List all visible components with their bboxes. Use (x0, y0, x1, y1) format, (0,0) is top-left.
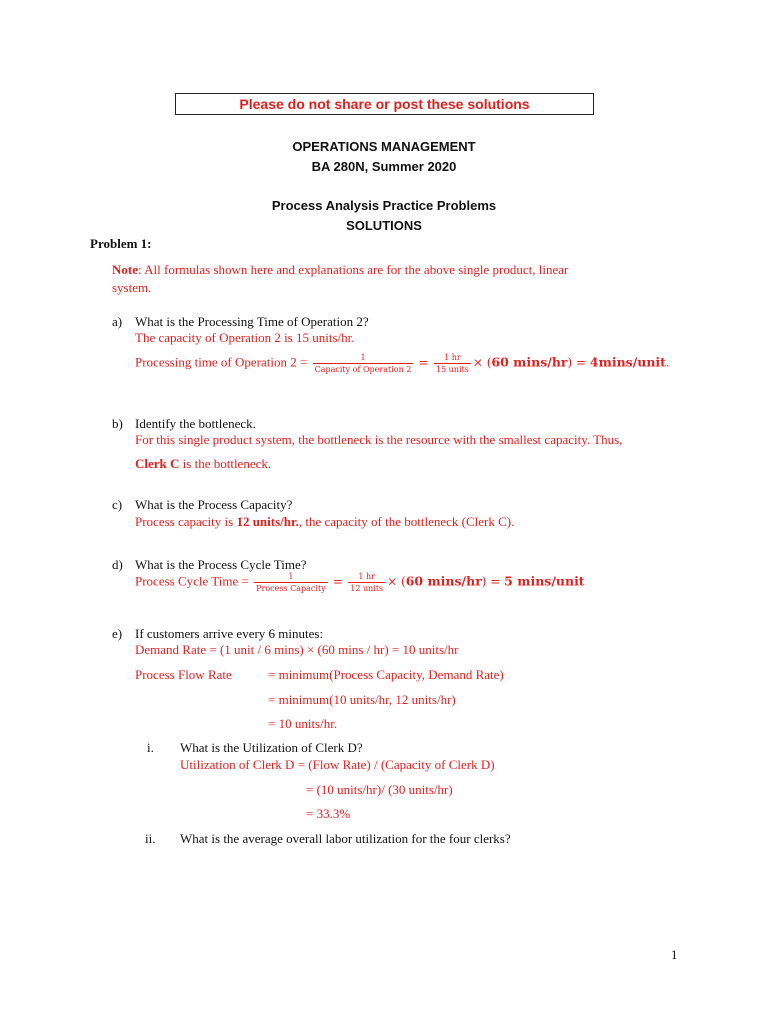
conversion-factor: 60 mins/hr (405, 573, 482, 589)
item-d-result: 5 mins/unit (504, 573, 585, 589)
equals-sign: = (332, 574, 343, 589)
fraction-denominator: Process Capacity (256, 584, 326, 593)
item-d-fraction-1 (254, 571, 328, 594)
item-b-answer-line-2 (135, 456, 271, 472)
document-title: Process Analysis Practice Problems (271, 198, 497, 213)
item-a-equation (135, 352, 669, 375)
bottleneck-name: Clerk C (135, 456, 180, 471)
fraction-numerator: 1 (360, 353, 366, 362)
equals-sign: = (418, 355, 429, 370)
item-e-ii-marker: ii. (145, 831, 156, 846)
item-a-eq-label: Processing time of Operation 2 = (135, 354, 308, 370)
item-e-marker: e) (112, 626, 123, 641)
item-c-answer (135, 514, 514, 530)
fraction-numerator: 1 hr (358, 572, 375, 581)
item-c-answer-post: , the capacity of the bottleneck (Clerk C). (298, 514, 515, 529)
fraction-denominator: Capacity of Operation 2 (314, 365, 412, 374)
confidentiality-banner: Please do not share or post these solutions (175, 93, 594, 115)
document-subtitle: SOLUTIONS (346, 218, 422, 233)
fraction-denominator: 12 units (350, 584, 384, 593)
conversion-factor: 60 mins/hr (491, 354, 568, 370)
item-c-marker: c) (112, 497, 123, 512)
page-number: 1 (671, 947, 678, 962)
item-e-i-question: What is the Utilization of Clerk D? (180, 740, 363, 755)
item-d-marker: d) (112, 557, 123, 572)
note-line-1 (112, 262, 568, 278)
item-d-equation (135, 571, 585, 594)
item-a-marker: a) (112, 314, 123, 329)
item-e-ii-question: What is the average overall labor utilization for the four clerks? (180, 831, 511, 846)
item-c-question: What is the Process Capacity? (135, 497, 293, 512)
course-code: BA 280N, Summer 2020 (311, 159, 457, 174)
item-b-question: Identify the bottleneck. (135, 416, 256, 431)
item-a-question: What is the Processing Time of Operation 2? (135, 314, 369, 329)
fraction-numerator: 1 hr (444, 353, 461, 362)
note-label: Note (112, 262, 138, 277)
times-paren: × ( (387, 574, 406, 589)
item-a-fraction-1 (313, 352, 414, 375)
item-b-marker: b) (112, 416, 123, 431)
demand-rate: Demand Rate = (1 unit / 6 mins) × (60 mins / hr) = 10 units/hr (135, 642, 459, 657)
equals-paren: ) = (481, 574, 505, 589)
item-a-answer: The capacity of Operation 2 is 15 units/hr. (135, 330, 355, 345)
item-e-question: If customers arrive every 6 minutes: (135, 626, 324, 641)
fraction-numerator: 1 (288, 572, 294, 581)
flow-rate-line-1: = minimum(Process Capacity, Demand Rate) (268, 667, 504, 682)
utilization-line-2: = (10 units/hr)/ (30 units/hr) (306, 782, 453, 797)
note-text: : All formulas shown here and explanations are for the above single product, linear (138, 262, 569, 277)
times-paren: × ( (472, 355, 492, 370)
equals-paren: ) = (567, 355, 590, 370)
item-d-eq-label: Process Cycle Time = (135, 573, 249, 589)
item-c-answer-pre: Process capacity is (135, 514, 237, 529)
flow-rate-line-2: = minimum(10 units/hr, 12 units/hr) (268, 692, 456, 707)
flow-rate-line-3: = 10 units/hr. (268, 716, 338, 731)
item-d-question: What is the Process Cycle Time? (135, 557, 307, 572)
course-title: OPERATIONS MANAGEMENT (292, 139, 476, 154)
item-e-i-marker: i. (147, 740, 154, 755)
item-a-result: 4mins/unit (589, 354, 666, 370)
item-a-fraction-2 (434, 352, 471, 375)
process-flow-rate-label: Process Flow Rate (135, 667, 232, 682)
bottleneck-text: is the bottleneck. (179, 456, 272, 471)
period: . (665, 354, 670, 370)
item-b-answer-line-1: For this single product system, the bottleneck is the resource with the smallest capacity. Thus, (135, 432, 623, 447)
item-d-fraction-2 (348, 571, 385, 594)
problem-label: Problem 1: (90, 236, 152, 251)
note-line-2: system. (112, 280, 152, 295)
fraction-denominator: 15 units (435, 365, 469, 374)
utilization-result: = 33.3% (306, 806, 351, 821)
utilization-line-1: Utilization of Clerk D = (Flow Rate) / (Capacity of Clerk D) (180, 757, 495, 772)
process-capacity-value: 12 units/hr. (236, 514, 299, 529)
